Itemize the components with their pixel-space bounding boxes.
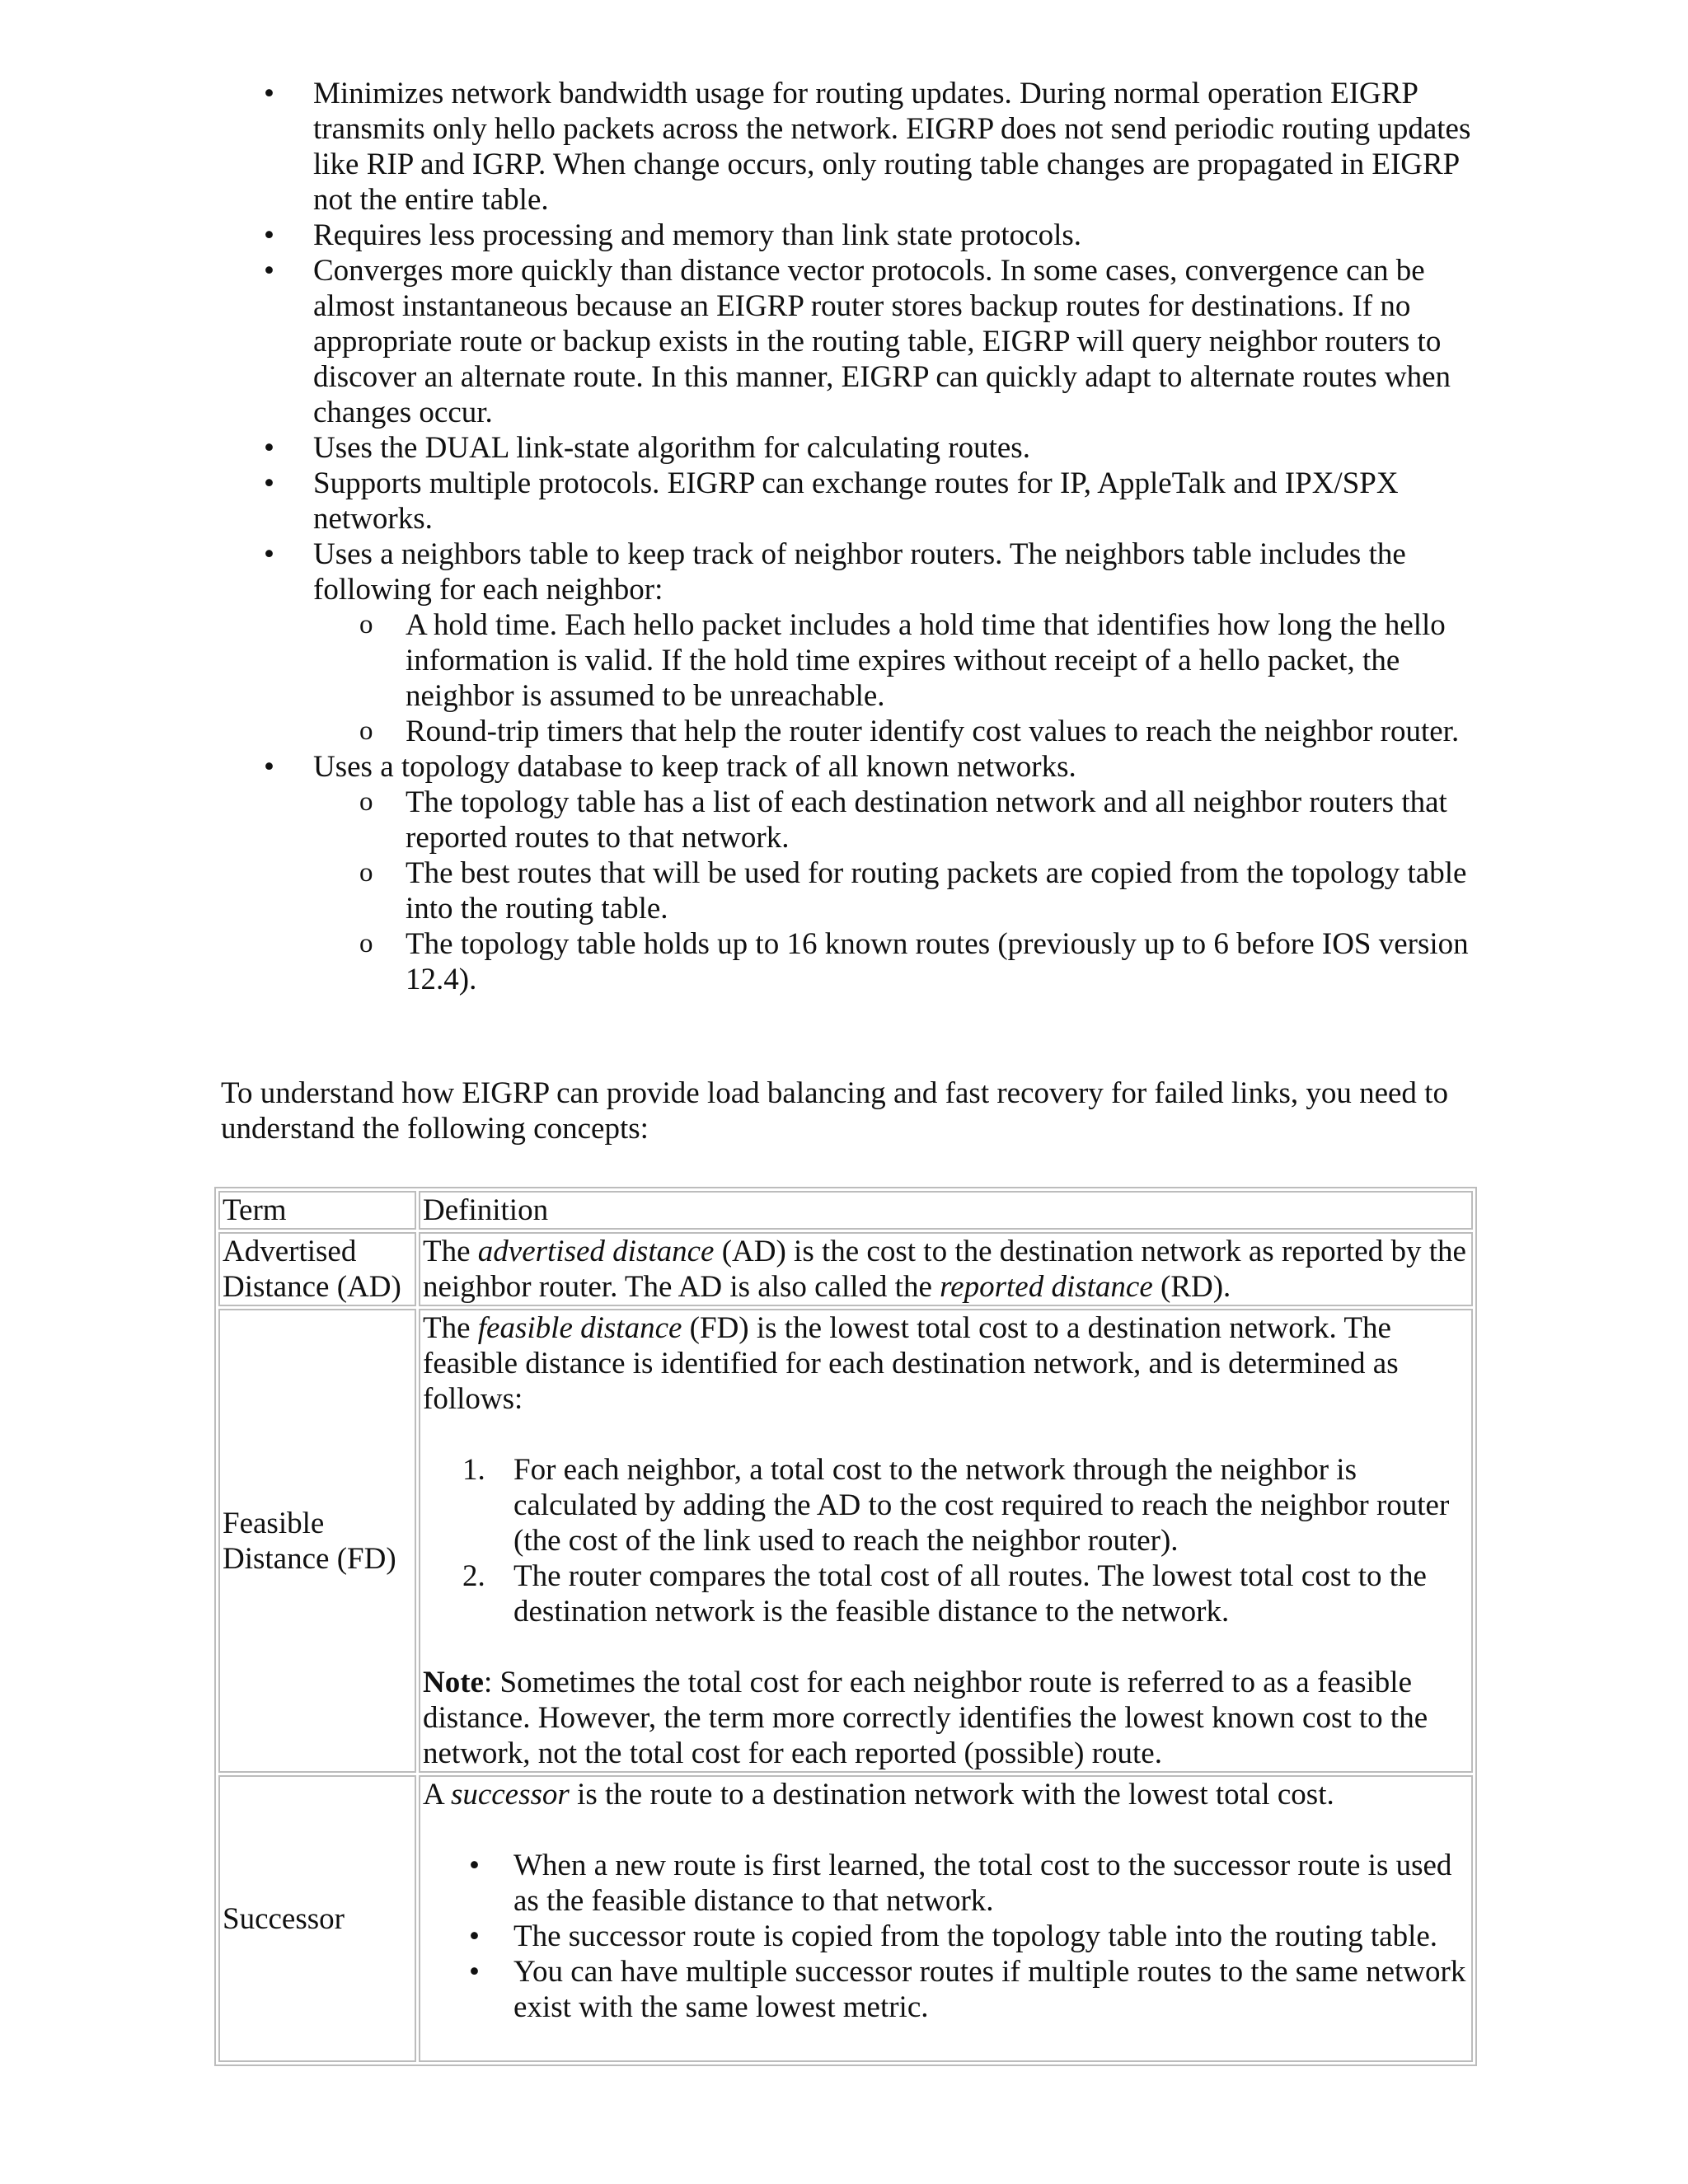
table-row-feasible-distance (218, 1309, 1473, 1773)
topology-table-sublist (313, 785, 1484, 997)
list-item: • Uses the DUAL link-state algorithm for calculating routes. (0, 430, 1484, 466)
list-item: • Uses a neighbors table to keep track of neighbor routers. The neighbors table includes the following for each neighbor: o A hold time. Each hello packet includes a hold time that identifies how long the hello information is valid. If the hold time expires without receipt of a hello packet, the neighbor is assumed to be unreachable. o Round-trip timers that help the router identify cost values to reach the neighbor router. (0, 537, 1484, 749)
note-paragraph: Note: Sometimes the total cost for each neighbor route is referred to as a feasible distance. However, the term more correctly identifies the lowest known cost to the network, not the total cost for each reported (possible) route. (423, 1666, 1428, 1770)
list-item: • Supports multiple protocols. EIGRP can exchange routes for IP, AppleTalk and IPX/SPX networks. (0, 466, 1484, 537)
term-successor: Successor (218, 1775, 416, 2062)
list-item: • When a new route is first learned, the total cost to the successor route is used as the feasible distance to that network. (423, 1848, 1469, 1919)
definition-feasible-distance: The feasible distance (FD) is the lowest total cost to a destination network. The feasible distance is identified for each destination network, and is determined as follows: 1. For each neighbor, a total cost to the network through the neighbor is calculated by adding the AD to the cost required to reach the neighbor router (the cost of the link used to reach the neighbor router). 2. The router compares the total cost of all routes. The lowest total cost to the destination network is the feasible distance to the network. Note: Sometimes the total cost for each neighbor route is referred to as a feasible distance. However, the term more correctly identifies the lowest known cost to the network, not the total cost for each reported (possible) route. (419, 1309, 1473, 1773)
header-definition: Definition (419, 1191, 1473, 1230)
list-item: • The successor route is copied from the topology table into the routing table. (423, 1919, 1469, 1954)
step-item: 2. The router compares the total cost of all routes. The lowest total cost to the destination network is the feasible distance to the network. (462, 1559, 1427, 1629)
sub-list-item: o The topology table holds up to 16 known routes (previously up to 6 before IOS version 12.4). (313, 926, 1484, 997)
list-item: • Requires less processing and memory than link state protocols. (0, 218, 1484, 253)
term-feasible-distance: Feasible Distance (FD) (218, 1309, 416, 1773)
header-term: Term (218, 1191, 416, 1230)
intro-paragraph: To understand how EIGRP can provide load balancing and fast recovery for failed links, you need to understand the following concepts: (221, 1076, 1448, 1146)
concepts-table (214, 1187, 1477, 2066)
sub-list-item: o A hold time. Each hello packet includes a hold time that identifies how long the hello information is valid. If the hold time expires without receipt of a hello packet, the neighbor is assumed to be unreachable. (313, 607, 1484, 714)
step-item: 1. For each neighbor, a total cost to the network through the neighbor is calculated by adding the AD to the cost required to reach the neighbor router (the cost of the link used to reach the neighbor router). (462, 1453, 1450, 1558)
sub-list-item: o Round-trip timers that help the router identify cost values to reach the neighbor router. (313, 714, 1484, 749)
neighbors-table-sublist (313, 607, 1484, 749)
list-item: • Minimizes network bandwidth usage for routing updates. During normal operation EIGRP transmits only hello packets across the network. EIGRP does not send periodic routing updates like RIP and IGRP. When change occurs, only routing table changes are propagated in EIGRP not the entire table. (0, 76, 1484, 218)
successor-list (423, 1848, 1469, 2025)
table-row-successor (218, 1775, 1473, 2062)
table-row-advertised-distance (218, 1232, 1473, 1306)
feasible-distance-steps (423, 1452, 1469, 1629)
definition-advertised-distance: The advertised distance (AD) is the cost to the destination network as reported by the neighbor router. The AD is also called the reported distance (RD). (419, 1232, 1473, 1306)
table-header-row (218, 1191, 1473, 1230)
eigrp-features-list (0, 76, 1484, 997)
definition-successor: A successor is the route to a destination network with the lowest total cost. • When a new route is first learned, the total cost to the successor route is used as the feasible distance to that network. • The successor route is copied from the topology table into the routing table. • You can have multiple successor routes if multiple routes to the same network exist with the same lowest metric. (419, 1775, 1473, 2062)
list-item: • Uses a topology database to keep track of all known networks. o The topology table has a list of each destination network and all neighbor routers that reported routes to that network. o The best routes that will be used for routing packets are copied from the topology table into the routing table. o The topology table holds up to 16 known routes (previously up to 6 before IOS version 12.4). (0, 749, 1484, 997)
list-item: • Converges more quickly than distance vector protocols. In some cases, convergence can be almost instantaneous because an EIGRP router stores backup routes for destinations. If no appropriate route or backup exists in the routing table, EIGRP will query neighbor routers to discover an alternate route. In this manner, EIGRP can quickly adapt to alternate routes when changes occur. (0, 253, 1484, 430)
list-item: • You can have multiple successor routes if multiple routes to the same network exist with the same lowest metric. (423, 1954, 1469, 2025)
term-advertised-distance: Advertised Distance (AD) (218, 1232, 416, 1306)
sub-list-item: o The best routes that will be used for routing packets are copied from the topology table into the routing table. (313, 855, 1484, 926)
sub-list-item: o The topology table has a list of each destination network and all neighbor routers that reported routes to that network. (313, 785, 1484, 855)
